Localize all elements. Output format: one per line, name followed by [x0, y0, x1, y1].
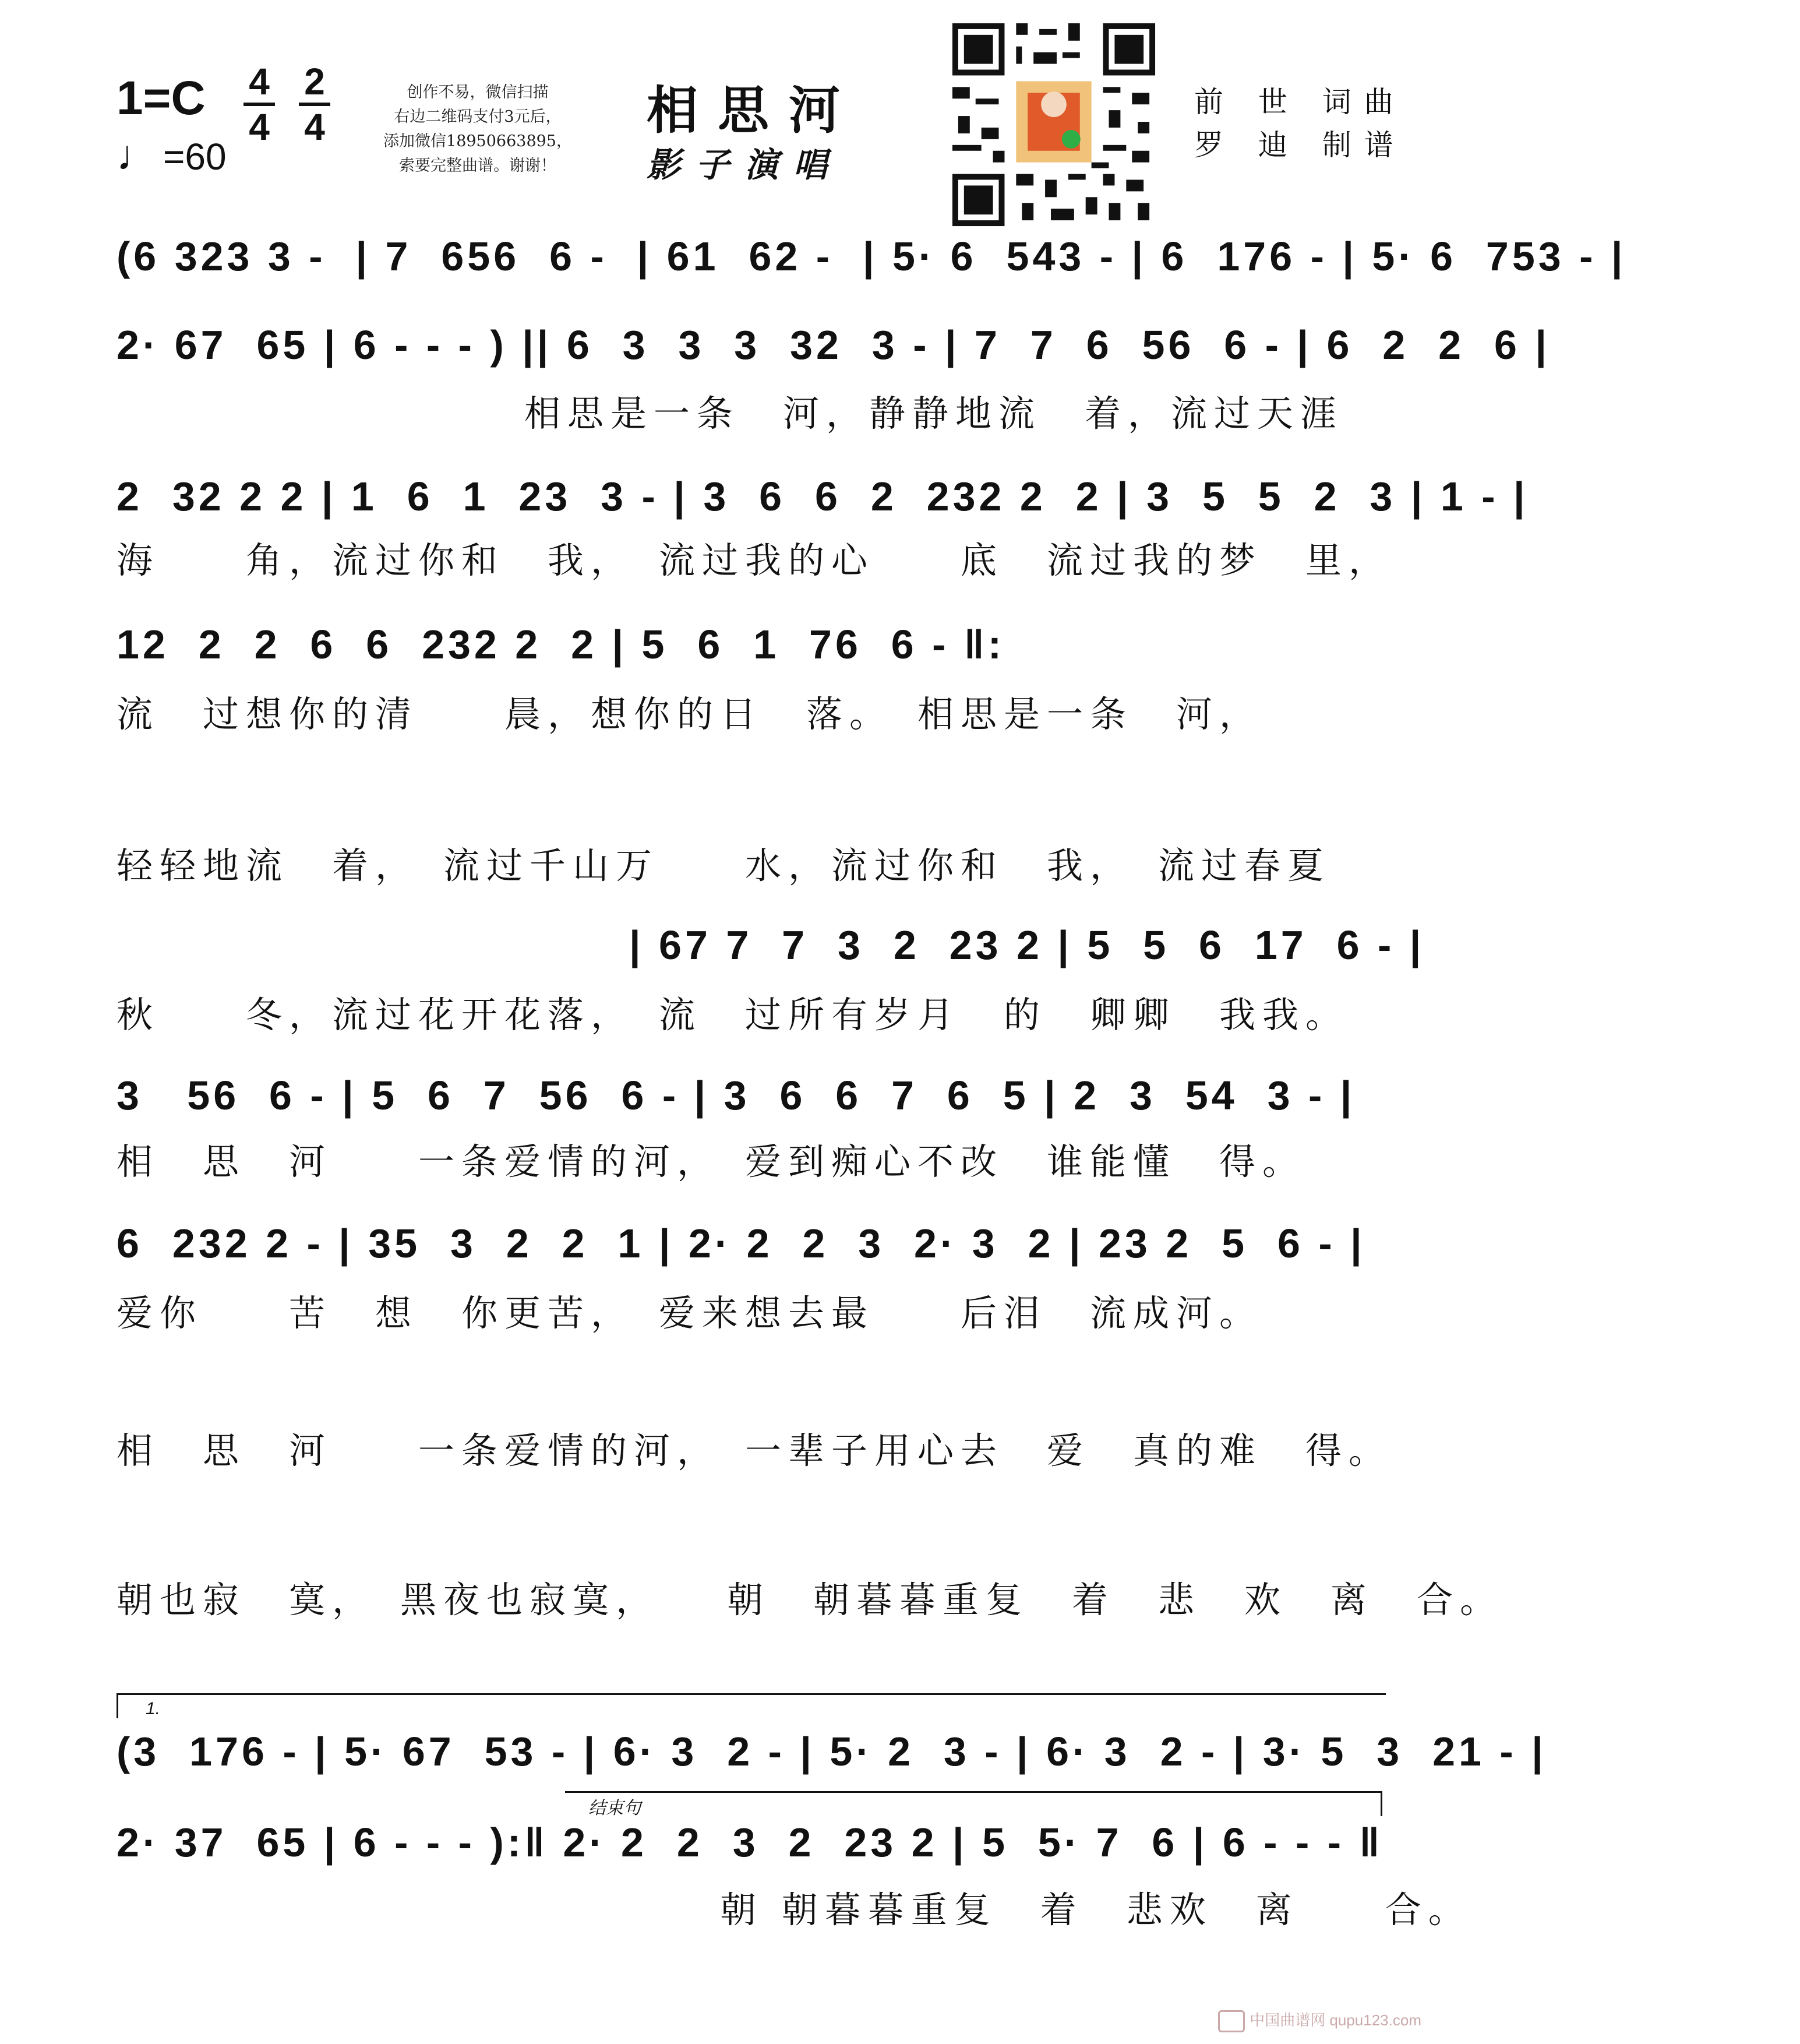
notice-line: 创作不易，微信扫描 — [407, 83, 549, 101]
score-line-2-lyric: 相思是一条 河，静静地流 着，流过天涯 — [524, 392, 1344, 435]
score-line-7-lyric: 相 思 河 一条爱情的河， 爱到痴心不改 谁能懂 得。 — [117, 1140, 1306, 1183]
arranger-credit: 罗 迪 制谱 — [1194, 128, 1406, 162]
score-line-10-lyric: 朝也寂 寞， 黑夜也寂寞， 朝 朝暮暮重复 着 悲 欢 离 合。 — [117, 1578, 1503, 1621]
score-line-4-notes: 12 2 2 6 6 232 2 2 | 5 6 1 76 6 - ‖: — [117, 622, 1005, 667]
notice-line: 索要完整曲谱。谢谢！ — [399, 157, 556, 175]
score-line-12-lyric: 朝 朝暮暮重复 着 悲欢 离 合。 — [117, 1888, 1471, 1931]
time-signature-4-4 — [239, 63, 280, 146]
score-line-11-notes: (3 176 - | 5· 67 53 - | 6· 3 2 - | 5· 2 3 - | 6· 3 2 - | 3· 5 3 21 - | — [117, 1729, 1547, 1774]
song-title: 相思河 — [647, 80, 860, 140]
coda-bracket — [565, 1791, 1382, 1816]
site-logo-icon — [1218, 2010, 1245, 2032]
quarter-note-icon: ♩ — [117, 132, 158, 179]
time-sig-denominator: 4 — [304, 106, 325, 148]
qr-code-icon[interactable] — [947, 17, 1161, 232]
site-watermark — [1218, 2008, 1421, 2032]
watermark-text: 中国曲谱网 qupu123.com — [1250, 2011, 1421, 2029]
tempo-value: =60 — [163, 136, 227, 178]
time-signature-2-4 — [294, 63, 335, 146]
score-line-6-lyric: 秋 冬，流过花开花落， 流 过所有岁月 的 卿卿 我我。 — [117, 993, 1349, 1036]
time-sig-numerator: 4 — [249, 61, 270, 103]
score-line-1-notes: (6 323 3 - | 7 656 6 - | 61 62 - | 5· 6 543 - | 6 176 - | 5· 6 753 - | — [117, 234, 1626, 279]
coda-label: 结束句 — [588, 1799, 641, 1818]
notice-line: 右边二维码支付3元后， — [394, 108, 562, 126]
key-signature: 1=C — [117, 72, 206, 125]
score-line-5-lyric: 轻轻地流 着， 流过千山万 水，流过你和 我， 流过春夏 — [117, 844, 1331, 887]
score-line-3-lyric: 海 角，流过你和 我， 流过我的心 底 流过我的梦 里， — [117, 539, 1392, 582]
first-ending-bracket — [117, 1693, 1386, 1718]
score-line-3-notes: 2 32 2 2 | 1 6 1 23 3 - | 3 6 6 2 232 2 2 | 3 5 5 2 3 | 1 - | — [117, 474, 1529, 519]
score-line-8-notes: 6 232 2 - | 35 3 2 2 1 | 2· 2 2 3 2· 3 2 | 23 2 5 6 - | — [117, 1221, 1365, 1266]
tempo-marking — [117, 132, 227, 179]
score-line-7-notes: 3 56 6 - | 5 6 7 56 6 - | 3 6 6 7 6 5 | 2 3 54 3 - | — [117, 1073, 1356, 1118]
score-line-2-notes: 2· 67 65 | 6 - - - ) || 6 3 3 3 32 3 - | 7 7 6 56 6 - | 6 2 2 6 | — [117, 322, 1550, 368]
score-line-8-lyric: 爱你 苦 想 你更苦， 爱来想去最 后泪 流成河。 — [117, 1292, 1263, 1334]
purchase-notice — [355, 80, 600, 178]
lyricist-composer-credit: 前 世 词曲 — [1194, 85, 1406, 119]
credits — [1194, 80, 1406, 167]
score-line-9-lyric: 相 思 河 一条爱情的河， 一辈子用心去 爱 真的难 得。 — [117, 1429, 1392, 1472]
singer-credit: 影子演唱 — [647, 145, 843, 185]
score-line-12-notes: 2· 37 65 | 6 - - - ):‖ 2· 2 2 3 2 23 2 | 5 5· 7 6 | 6 - - - ‖ — [117, 1820, 1383, 1865]
notice-line: 添加微信18950663895， — [383, 132, 572, 150]
first-ending-label: 1. — [146, 1699, 161, 1718]
time-sig-denominator: 4 — [249, 106, 270, 148]
score-line-6-notes: | 67 7 7 3 2 23 2 | 5 5 6 17 6 - | — [629, 922, 1425, 968]
time-sig-numerator: 2 — [304, 61, 325, 103]
score-line-4-lyric: 流 过想你的清 晨，想你的日 落。 相思是一条 河， — [117, 693, 1263, 735]
